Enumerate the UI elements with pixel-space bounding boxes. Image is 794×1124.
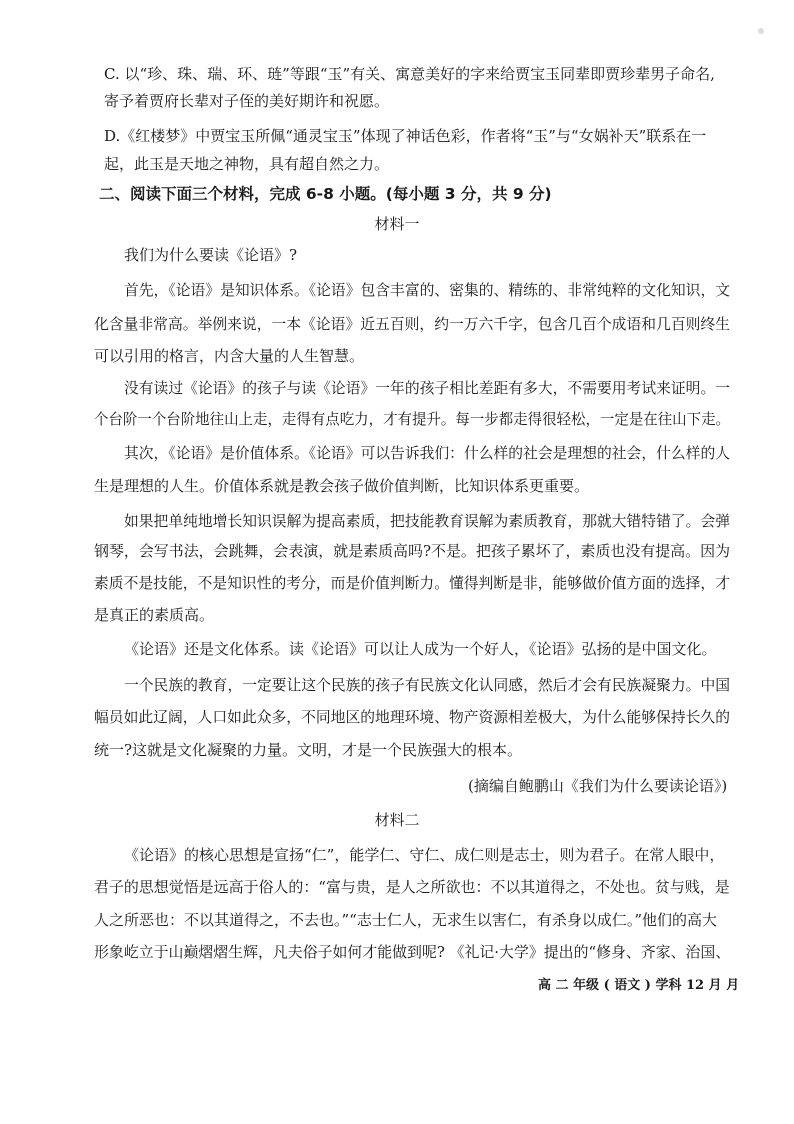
material-one-p1-line-3: 可以引用的格言，内含大量的人生智慧。	[94, 347, 365, 365]
material-two-title: 材料二	[374, 811, 420, 829]
material-one-p4-line-4: 是真正的素质高。	[94, 606, 215, 624]
option-d-line-2: 起，此玉是天地之神物，具有超自然之力。	[104, 155, 390, 173]
material-one-question: 我们为什么要读《论语》?	[124, 246, 298, 264]
scan-mark	[758, 28, 764, 34]
material-one-p4-line-2: 钢琴，会写书法，会跳舞，会表演，就是素质高吗?不是。把孩子累坏了，素质也没有提高。因为	[94, 542, 731, 560]
material-two-line-2: 君子的思想觉悟是远高于俗人的：“富与贵，是人之所欲也：不以其道得之，不处也。贫与贱，是	[94, 878, 730, 896]
material-one-p6-line-3: 统一?这就是文化凝聚的力量。文明，才是一个民族强大的根本。	[94, 741, 523, 759]
material-one-p5-line-1: 《论语》还是文化体系。读《论语》可以让人成为一个好人，《论语》弘扬的是中国文化。	[124, 640, 717, 658]
material-one-source: (摘编自鲍鹏山《我们为什么要读论语》)	[468, 777, 728, 795]
material-one-p3-line-2: 生是理想的人生。价值体系就是教会孩子做价值判断，比知识体系更重要。	[94, 477, 590, 495]
option-d-line-1: D.《红楼梦》中贾宝玉所佩“通灵宝玉”体现了神话色彩，作者将“玉”与“女娲补天”联系在一	[104, 127, 707, 145]
material-one-p2-line-1: 没有读过《论语》的孩子与读《论语》一年的孩子相比差距有多大，不需要用考试来证明。一	[124, 379, 731, 397]
page-footer: 高 二 年级 ( 语文 ) 学科 12 月 月	[538, 978, 740, 993]
material-one-p1-line-2: 化含量非常高。举例来说，一本《论语》近五百则，约一万六千字，包含几百个成语和几百则终生	[94, 315, 731, 333]
material-two-line-4: 形象屹立于山巅熠熠生辉，凡夫俗子如何才能做到呢? 《礼记·大学》提出的“修身、齐家、治国、	[94, 943, 731, 961]
option-c-line-2: 寄予着贾府长辈对子侄的美好期许和祝愿。	[104, 92, 390, 110]
material-one-p2-line-2: 个台阶一个台阶地往山上走，走得有点吃力，才有提升。每一步都走得很轻松，一定是在往山下走。	[94, 410, 731, 428]
material-two-line-3: 人之所恶也：不以其道得之，不去也。”“志士仁人，无求生以害仁，有杀身以成仁。”他们的高大	[94, 911, 718, 929]
material-one-p4-line-3: 素质不是技能，不是知识性的考分，而是价值判断力。懂得判断是非，能够做价值方面的选择，才	[94, 574, 731, 592]
option-c-line-1: C. 以“珍、珠、瑞、环、琏”等跟“玉”有关、寓意美好的字来给贾宝玉同辈即贾珍辈男子命名,	[104, 65, 715, 83]
material-two-line-1: 《论语》的核心思想是宣扬“仁”，能学仁、守仁、成仁则是志士，则为君子。在常人眼中，	[124, 846, 725, 864]
material-one-p6-line-1: 一个民族的教育，一定要让这个民族的孩子有民族文化认同感，然后才会有民族凝聚力。中国	[124, 676, 731, 694]
section-heading: 二、阅读下面三个材料，完成 6-8 小题。(每小题 3 分，共 9 分)	[99, 185, 552, 203]
material-one-title: 材料一	[374, 215, 420, 233]
material-one-p1-line-1: 首先，《论语》是知识体系。《论语》包含丰富的、密集的、精练的、非常纯粹的文化知识，文	[124, 281, 731, 299]
material-one-p6-line-2: 幅员如此辽阔，人口如此众多，不同地区的地理环境、物产资源相差极大，为什么能够保持长久的	[94, 708, 731, 726]
material-one-p4-line-1: 如果把单纯地增长知识误解为提高素质，把技能教育误解为素质教育，那就大错特错了。会弹	[124, 512, 731, 530]
material-one-p3-line-1: 其次，《论语》是价值体系。《论语》可以告诉我们：什么样的社会是理想的社会，什么样的人	[124, 444, 731, 462]
